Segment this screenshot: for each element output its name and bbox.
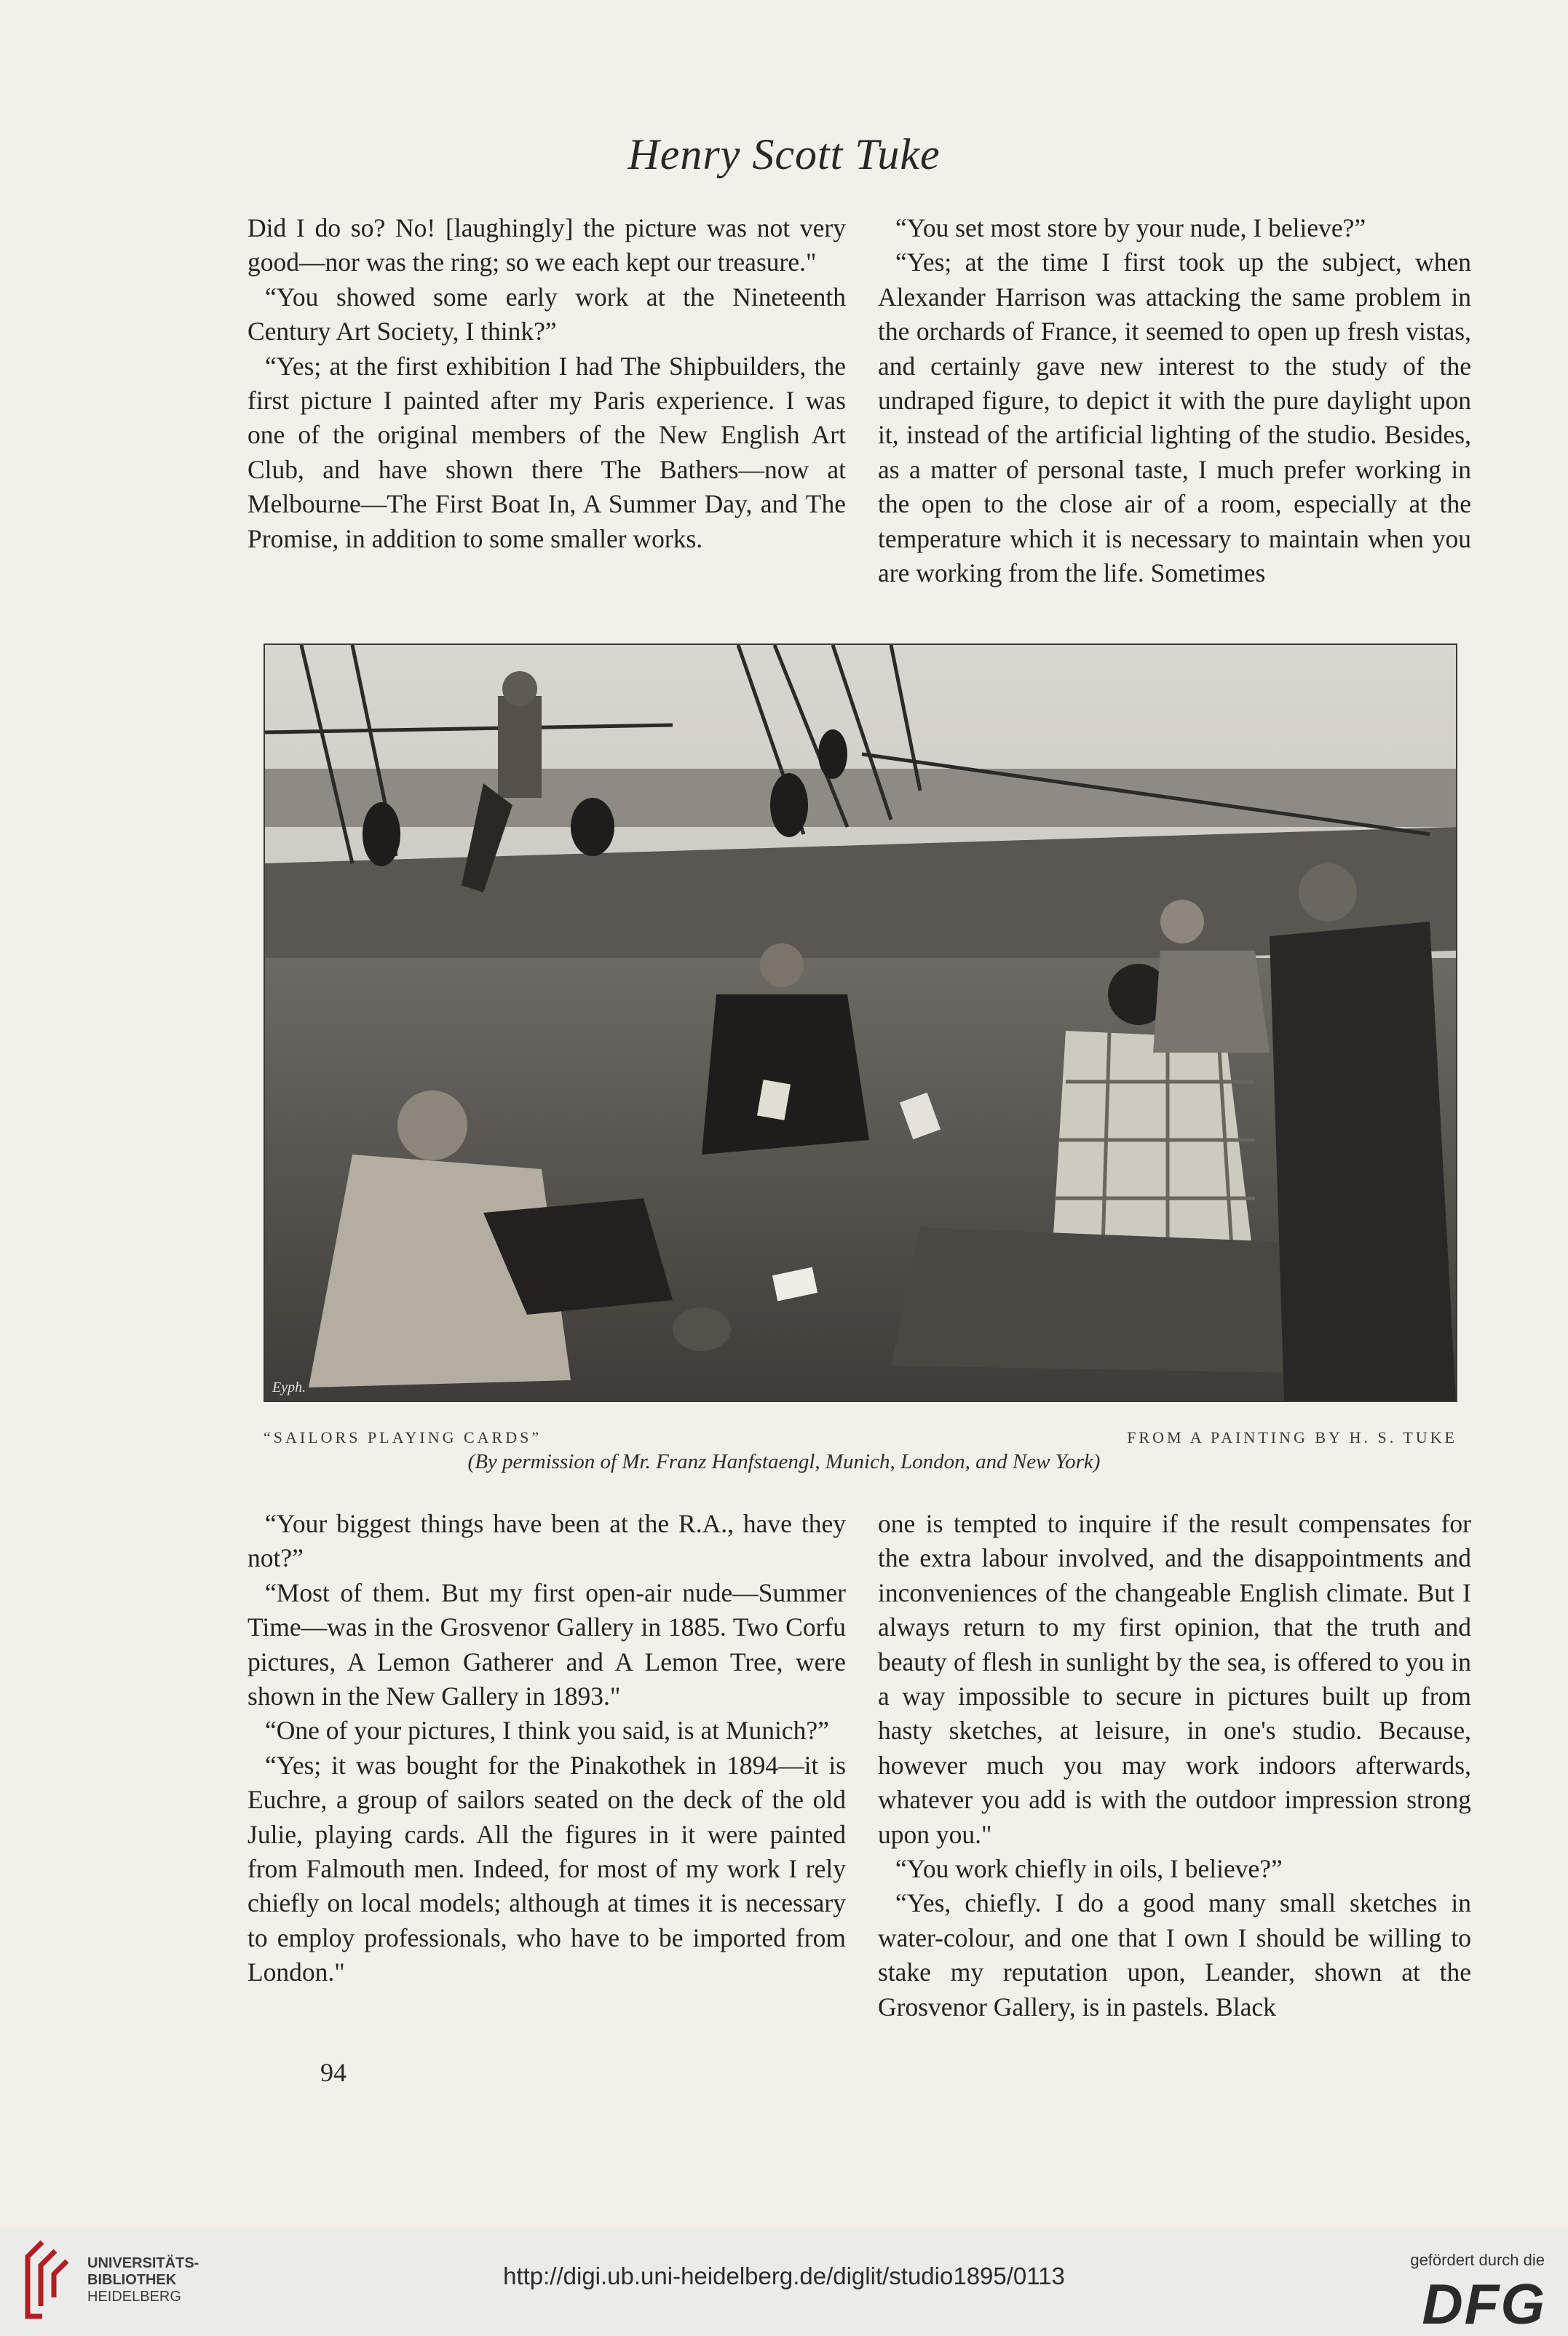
illustration-artwork	[265, 645, 1456, 1401]
engraver-mark: Eyph.	[272, 1379, 306, 1395]
paragraph: one is tempted to inquire if the result compensates for the extra labour involved, and the disappointments and inconveniences of the changeable English climate. But I always return to my first opinion, that the truth and beauty of flesh in sunlight by the sea, is offered to you in a way impossible to secure in pictures built up from hasty sketches, at leisure, in one's studio. Because, however much you may work indoors afterwards, whatever you add is with the outdoor impression strong upon you."	[878, 1509, 1471, 1849]
column-top-left	[248, 211, 846, 556]
paragraph: “You set most store by your nude, I believe?”	[895, 213, 1366, 242]
illustration-title: “SAILORS PLAYING CARDS”	[264, 1428, 542, 1446]
column-top-right	[878, 211, 1471, 590]
library-name-line: BIBLIOTHEK	[87, 2272, 177, 2288]
funder-label: gefördert durch die	[1410, 2251, 1545, 2269]
permalink-url[interactable]: http://digi.ub.uni-heidelberg.de/diglit/studio1895/0113	[503, 2262, 1065, 2289]
paragraph: “Yes; at the first exhibition I had The Shipbuilders, the first picture I painted after my Paris experience. I was one of the original members of the New English Art Club, and have shown there The Bathers—now at Melbourne—The First Boat In, A Summer Day, and The Promise, in addition to some smaller works.	[248, 351, 846, 553]
paragraph: “Your biggest things have been at the R.A., have they not?”	[248, 1509, 846, 1573]
paragraph: “Most of them. But my first open-air nude—Summer Time—was in the Grosvenor Gallery in 1885. Two Corfu pictures, A Lemon Gatherer and A Lemon Tree, were shown in the New Gallery in 1893."	[248, 1577, 846, 1711]
page-number: 94	[320, 2058, 347, 2087]
illustration-sailors-playing-cards	[264, 644, 1457, 1402]
paragraph: “You showed some early work at the Nineteenth Century Art Society, I think?”	[248, 282, 846, 347]
paragraph: “You work chiefly in oils, I believe?”	[895, 1854, 1283, 1884]
library-name-line: UNIVERSITÄTS-	[87, 2255, 199, 2271]
illustration-attribution: FROM A PAINTING BY H. S. TUKE	[1127, 1428, 1457, 1446]
running-head: Henry Scott Tuke	[627, 130, 941, 178]
footer-bar	[0, 2228, 1568, 2335]
library-name-line: HEIDELBERG	[87, 2289, 181, 2305]
paragraph: “Yes; it was bought for the Pinakothek in 1894—it is Euchre, a group of sailors seated on the deck of the old Julie, playing cards. All the figures in it were painted from Falmouth men. Indeed, for most of my work I rely chiefly on local models; although at times it is necessary to employ professionals, who have to be imported from London."	[248, 1750, 846, 1987]
dfg-logo: DFG	[1422, 2272, 1546, 2336]
paragraph: “Yes; at the time I first took up the subject, when Alexander Harrison was attacking the same problem in the orchards of France, it seemed to open up fresh vistas, and certainly gave new interest to the study of the undraped figure, to depict it with the pure daylight upon it, instead of the artificial lighting of the studio. Besides, as a matter of personal taste, I much prefer working in the open to the close air of a room, especially at the temperature which it is necessary to maintain when you are working from the life. Sometimes	[878, 248, 1471, 588]
paragraph: “One of your pictures, I think you said, is at Munich?”	[265, 1716, 829, 1746]
paragraph: “Yes, chiefly. I do a good many small sketches in water-colour, and one that I own I should be willing to stake my reputation upon, Leander, shown at the Grosvenor Gallery, is in pastels. Black	[878, 1888, 1471, 2022]
column-bottom-right	[878, 1507, 1471, 2024]
paragraph: Did I do so? No! [laughingly] the picture was not very good—nor was the ring; so we each kept our treasure."	[248, 213, 846, 277]
column-bottom-left	[248, 1507, 846, 1990]
illustration-credit: (By permission of Mr. Franz Hanfstaengl, Munich, London, and New York)	[467, 1450, 1101, 1473]
